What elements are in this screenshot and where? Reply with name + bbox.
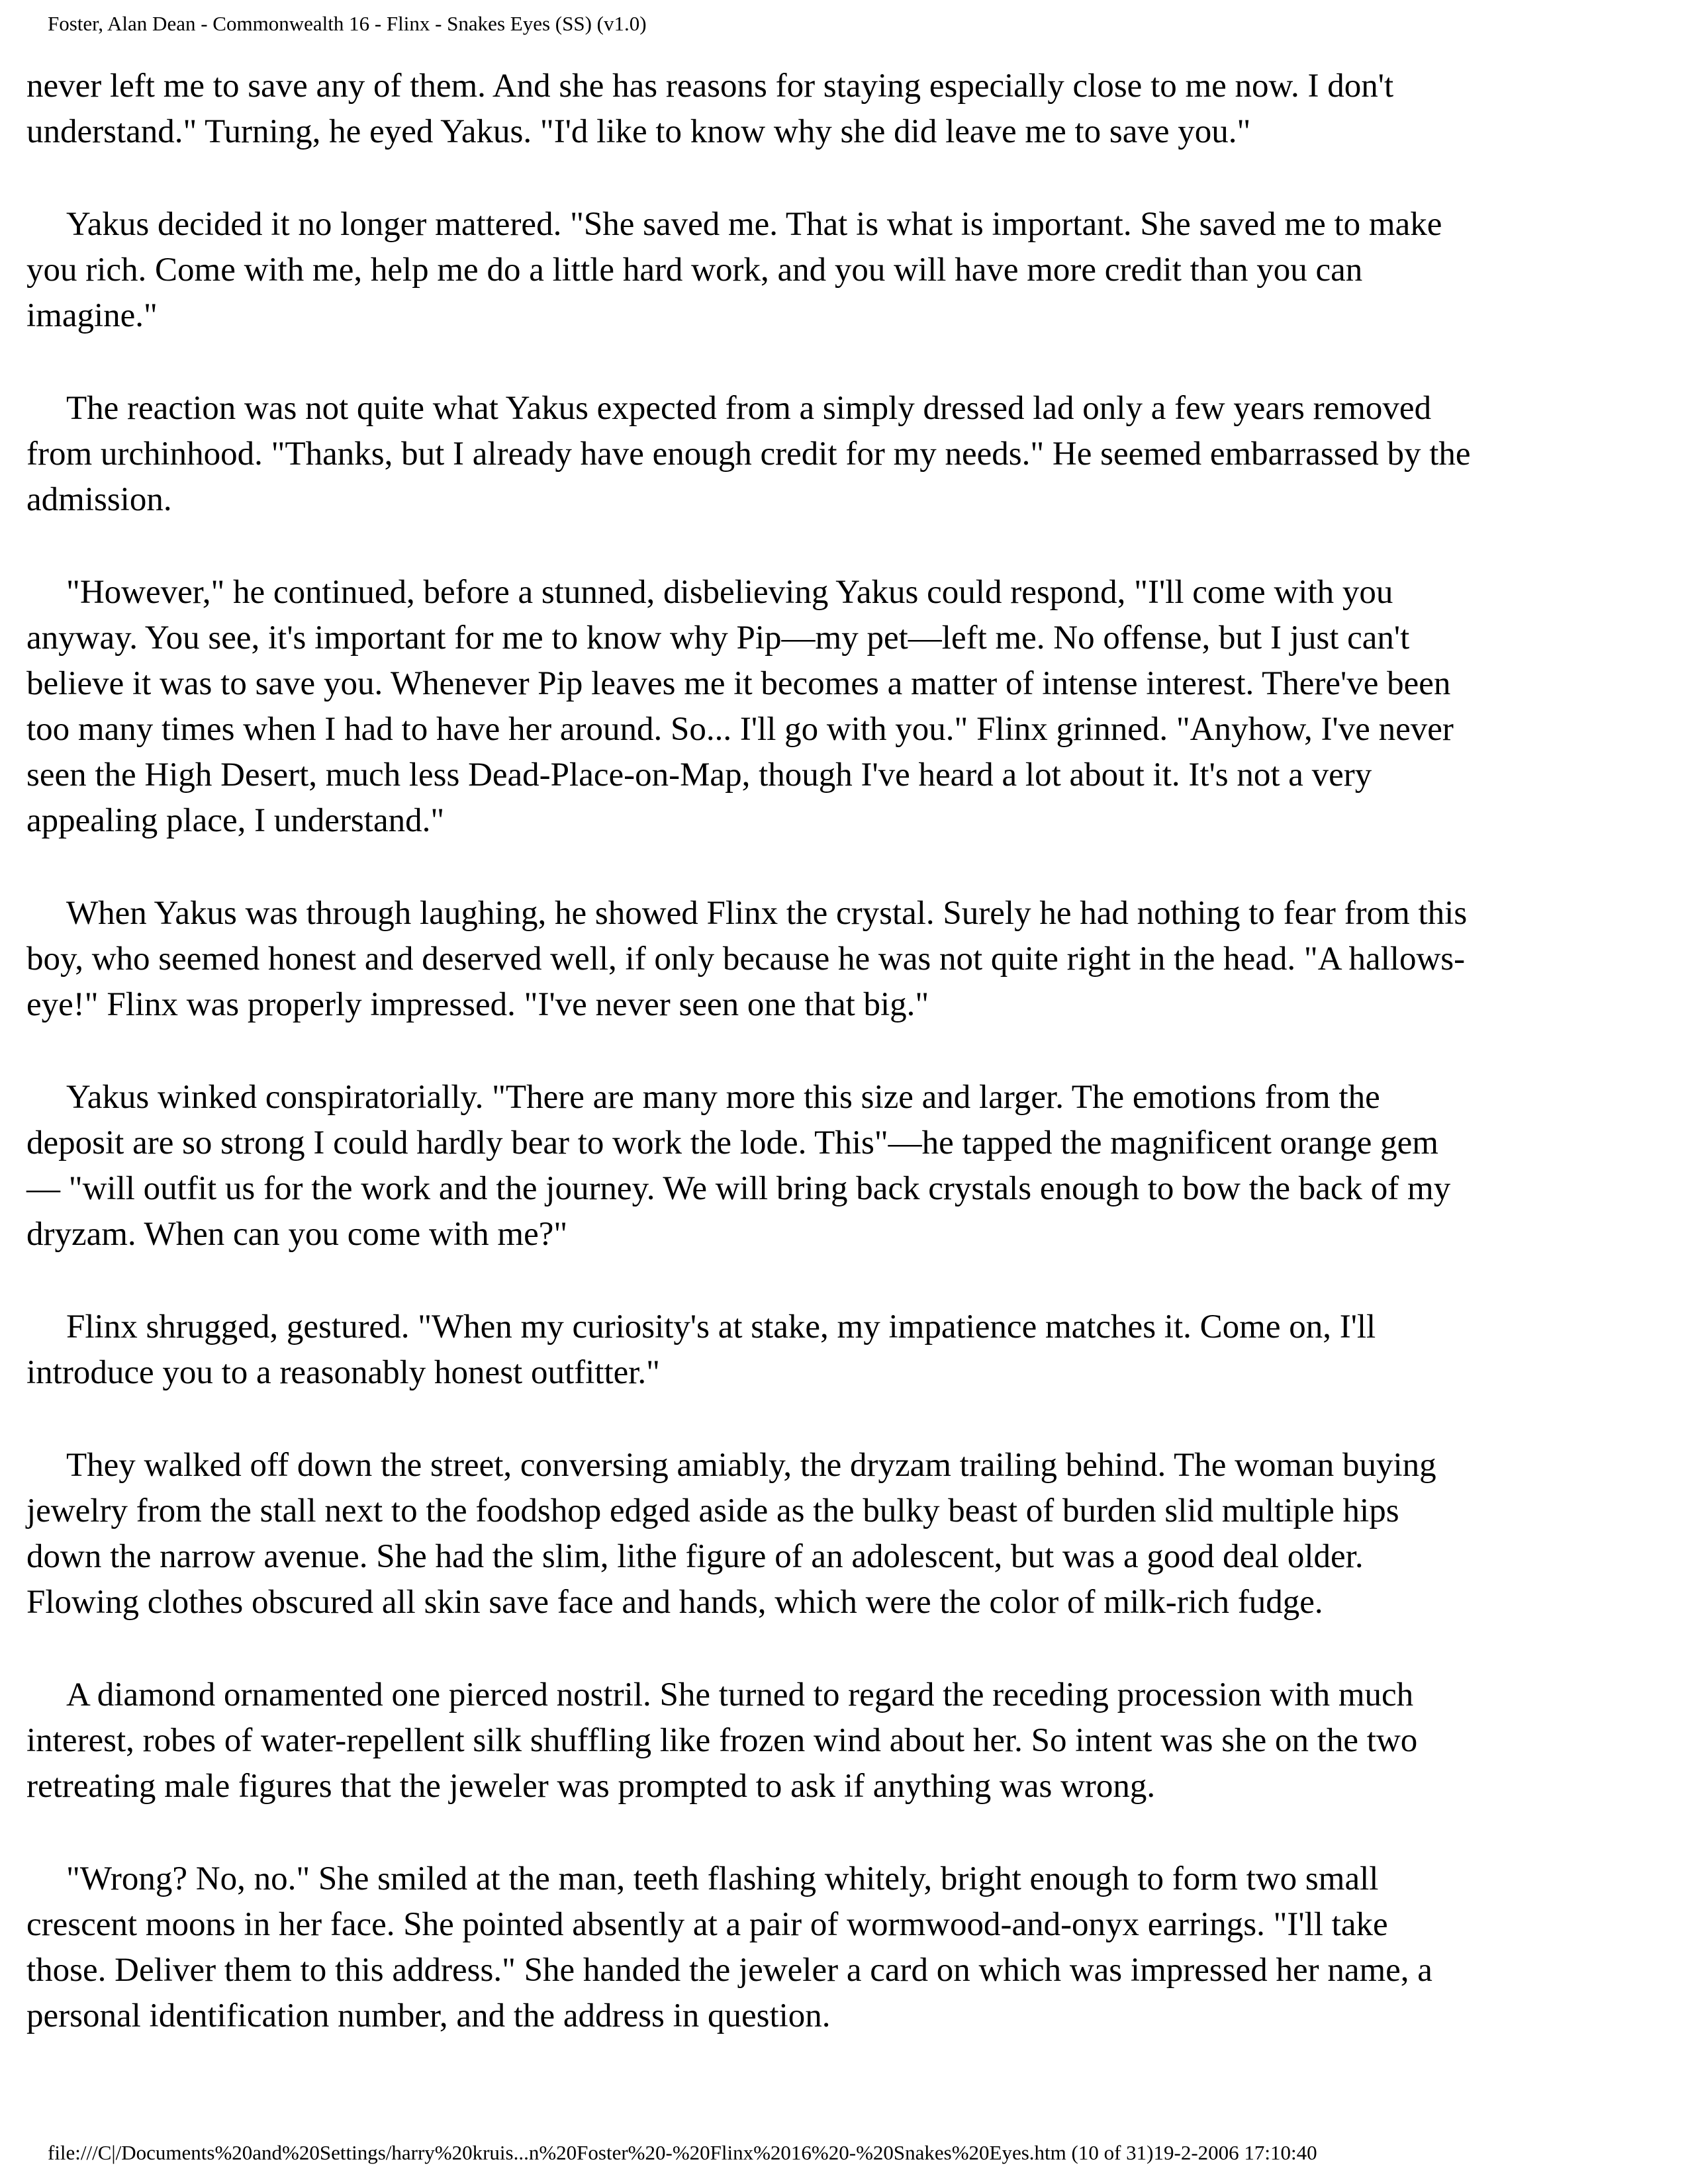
page-footer: file:///C|/Documents%20and%20Settings/harry%20kruis...n%20Foster%20-%20Flinx%2016%20-%20Snakes%20Eyes.htm (10 of 31)19-2-2006 17:10:40 bbox=[48, 2141, 1317, 2164]
text-line: Yakus winked conspiratorially. "There are many more this size and larger. The emotions from the bbox=[66, 1079, 1380, 1116]
text-line: understand." Turning, he eyed Yakus. "I'd like to know why she did leave me to save you." bbox=[26, 113, 1251, 150]
paragraph-4 bbox=[26, 570, 1663, 844]
text-line: seen the High Desert, much less Dead-Place-on-Map, though I've heard a lot about it. It's not a very bbox=[26, 756, 1372, 794]
text-line: admission. bbox=[26, 481, 172, 518]
text-line: dryzam. When can you come with me?" bbox=[26, 1216, 568, 1253]
text-line: too many times when I had to have her around. So... I'll go with you." Flinx grinned. "Anyhow, I've never bbox=[26, 711, 1454, 748]
text-line: anyway. You see, it's important for me to know why Pip—my pet—left me. No offense, but I just can't bbox=[26, 619, 1410, 657]
document-body bbox=[26, 64, 1663, 2086]
text-line: from urchinhood. "Thanks, but I already have enough credit for my needs." He seemed embarrassed by the bbox=[26, 435, 1471, 473]
text-line: you rich. Come with me, help me do a little hard work, and you will have more credit than you can bbox=[26, 251, 1363, 289]
text-line: retreating male figures that the jeweler was prompted to ask if anything was wrong. bbox=[26, 1768, 1156, 1805]
text-line: "Wrong? No, no." She smiled at the man, teeth flashing whitely, bright enough to form two small bbox=[66, 1860, 1379, 1897]
text-line: interest, robes of water-repellent silk shuffling like frozen wind about her. So intent was she on the two bbox=[26, 1722, 1418, 1759]
paragraph-10 bbox=[26, 1856, 1663, 2039]
text-line: Flowing clothes obscured all skin save face and hands, which were the color of milk-rich fudge. bbox=[26, 1584, 1323, 1621]
text-line: down the narrow avenue. She had the slim, lithe figure of an adolescent, but was a good deal older. bbox=[26, 1538, 1364, 1575]
paragraph-7 bbox=[26, 1304, 1663, 1396]
text-line: imagine." bbox=[26, 297, 158, 334]
paragraph-3 bbox=[26, 386, 1663, 523]
text-line: appealing place, I understand." bbox=[26, 802, 445, 839]
paragraph-2 bbox=[26, 202, 1663, 339]
text-line: "However," he continued, before a stunned, disbelieving Yakus could respond, "I'll come with you bbox=[66, 574, 1393, 611]
text-line: A diamond ornamented one pierced nostril. She turned to regard the receding procession with much bbox=[66, 1676, 1414, 1713]
text-line: eye!" Flinx was properly impressed. "I've never seen one that big." bbox=[26, 986, 929, 1023]
text-line: When Yakus was through laughing, he showed Flinx the crystal. Surely he had nothing to fear from this bbox=[66, 895, 1468, 932]
page-header: Foster, Alan Dean - Commonwealth 16 - Flinx - Snakes Eyes (SS) (v1.0) bbox=[48, 12, 647, 35]
text-line: jewelry from the stall next to the foodshop edged aside as the bulky beast of burden slid multiple hips bbox=[26, 1492, 1399, 1529]
paragraph-9 bbox=[26, 1672, 1663, 1809]
text-line: never left me to save any of them. And she has reasons for staying especially close to me now. I don't bbox=[26, 68, 1394, 105]
paragraph-5 bbox=[26, 891, 1663, 1028]
paragraph-6 bbox=[26, 1075, 1663, 1257]
text-line: deposit are so strong I could hardly bear to work the lode. This"—he tapped the magnificent orange gem bbox=[26, 1124, 1438, 1161]
paragraph-1 bbox=[26, 64, 1663, 155]
text-line: boy, who seemed honest and deserved well, if only because he was not quite right in the head. "A hallows- bbox=[26, 940, 1466, 978]
paragraph-8 bbox=[26, 1443, 1663, 1625]
text-line: introduce you to a reasonably honest outfitter." bbox=[26, 1354, 660, 1391]
text-line: believe it was to save you. Whenever Pip leaves me it becomes a matter of intense interest. There've been bbox=[26, 665, 1451, 702]
text-line: — "will outfit us for the work and the journey. We will bring back crystals enough to bow the back of my bbox=[26, 1170, 1451, 1207]
text-line: those. Deliver them to this address." She handed the jeweler a card on which was impressed her name, a bbox=[26, 1952, 1432, 1989]
text-line: They walked off down the street, conversing amiably, the dryzam trailing behind. The woman buying bbox=[66, 1447, 1436, 1484]
text-line: crescent moons in her face. She pointed absently at a pair of wormwood-and-onyx earrings. "I'll take bbox=[26, 1906, 1388, 1943]
text-line: personal identification number, and the address in question. bbox=[26, 1997, 831, 2034]
text-line: Yakus decided it no longer mattered. "She saved me. That is what is important. She saved me to make bbox=[66, 206, 1442, 243]
text-line: Flinx shrugged, gestured. "When my curiosity's at stake, my impatience matches it. Come on, I'll bbox=[66, 1308, 1376, 1345]
text-line: The reaction was not quite what Yakus expected from a simply dressed lad only a few years removed bbox=[66, 390, 1432, 427]
